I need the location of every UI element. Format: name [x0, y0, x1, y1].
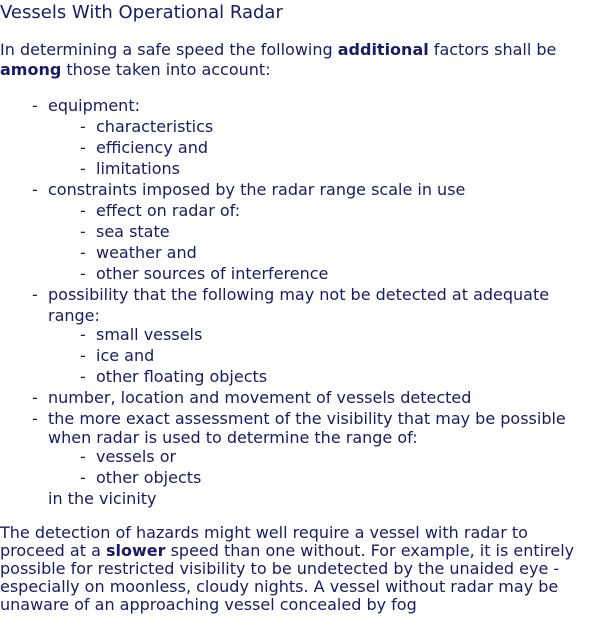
intro-paragraph [0, 40, 590, 80]
page-title: Vessels With Operational Radar [0, 2, 283, 23]
sub-item-vessels-or [0, 446, 590, 467]
list-item-equipment [0, 95, 590, 116]
sub-item-floating-objects [0, 366, 590, 387]
bullet-dash: - [80, 138, 86, 157]
outro-text-1: The detection of hazards might well require a vessel with radar to proceed at a [0, 523, 528, 560]
bullet-dash: - [80, 367, 86, 386]
sub-item-label: characteristics [96, 117, 214, 136]
bullet-dash: - [32, 409, 38, 428]
sub-item-efficiency [0, 137, 590, 158]
sub-item-label: small vessels [96, 325, 203, 344]
bullet-dash: - [80, 117, 86, 136]
sub-item-label: other objects [96, 468, 202, 487]
bullet-dash: - [80, 264, 86, 283]
sub-item-label: limitations [96, 159, 180, 178]
sub-item-weather [0, 242, 590, 263]
sub-item-label: weather and [96, 243, 197, 262]
bullet-dash: - [80, 325, 86, 344]
sub-item-limitations [0, 158, 590, 179]
list-item-label: constraints imposed by the radar range scale in use [48, 180, 466, 199]
sub-item-label: vessels or [96, 447, 177, 466]
list-item-assessment-continued [0, 427, 590, 446]
intro-bold-among: among [0, 60, 62, 79]
sub-item-label: efficiency and [96, 138, 208, 157]
bullet-dash: - [80, 159, 86, 178]
bullet-dash: - [80, 346, 86, 365]
bullet-dash: - [32, 96, 38, 115]
sub-item-sea-state [0, 221, 590, 242]
list-item-possibility-continued [0, 305, 590, 324]
outro-bold-slower: slower [105, 541, 166, 560]
list-item-label: range: [48, 306, 100, 325]
bullet-dash: - [80, 222, 86, 241]
sub-item-small-vessels [0, 324, 590, 345]
sub-item-label: ice and [96, 346, 155, 365]
sub-item-ice [0, 345, 590, 366]
intro-text-2: factors shall be [428, 40, 557, 59]
closing-paragraph [0, 524, 590, 614]
sub-item-effect [0, 200, 590, 221]
bullet-dash: - [80, 201, 86, 220]
list-item-vicinity [0, 488, 590, 507]
sub-item-label: effect on radar of: [96, 201, 241, 220]
bullet-dash: - [80, 447, 86, 466]
list-item-label: the more exact assessment of the visibility that may be possible [48, 409, 566, 428]
intro-text-3: those taken into account: [61, 60, 271, 79]
sub-item-interference [0, 263, 590, 284]
list-item-label: possibility that the following may not be detected at adequate [48, 285, 550, 304]
bullet-dash: - [80, 468, 86, 487]
bullet-dash: - [80, 243, 86, 262]
list-item-constraints [0, 179, 590, 200]
bullet-dash: - [32, 388, 38, 407]
list-item-possibility [0, 284, 590, 305]
bullet-dash: - [32, 285, 38, 304]
sub-item-label: other floating objects [96, 367, 268, 386]
list-item-label: number, location and movement of vessels detected [48, 388, 472, 407]
intro-bold-additional: additional [337, 40, 429, 59]
factor-list [0, 95, 590, 507]
list-item-assessment [0, 408, 590, 427]
list-item-label: equipment: [48, 96, 140, 115]
sub-item-label: sea state [96, 222, 170, 241]
list-item-label: in the vicinity [48, 489, 157, 508]
intro-text-1: In determining a safe speed the following [0, 40, 338, 59]
list-item-number [0, 387, 590, 408]
sub-item-label: other sources of interference [96, 264, 329, 283]
sub-item-characteristics [0, 116, 590, 137]
list-item-label: when radar is used to determine the range of: [48, 428, 418, 447]
sub-item-other-objects [0, 467, 590, 488]
outro-text-2: speed than one without. For example, it is entirely possible for restricted visibility to be undetected by the unaided eye - especially on moonless, cloudy nights. A vessel without radar may be unaware of an approaching vessel concealed by fog [0, 541, 575, 614]
bullet-dash: - [32, 180, 38, 199]
